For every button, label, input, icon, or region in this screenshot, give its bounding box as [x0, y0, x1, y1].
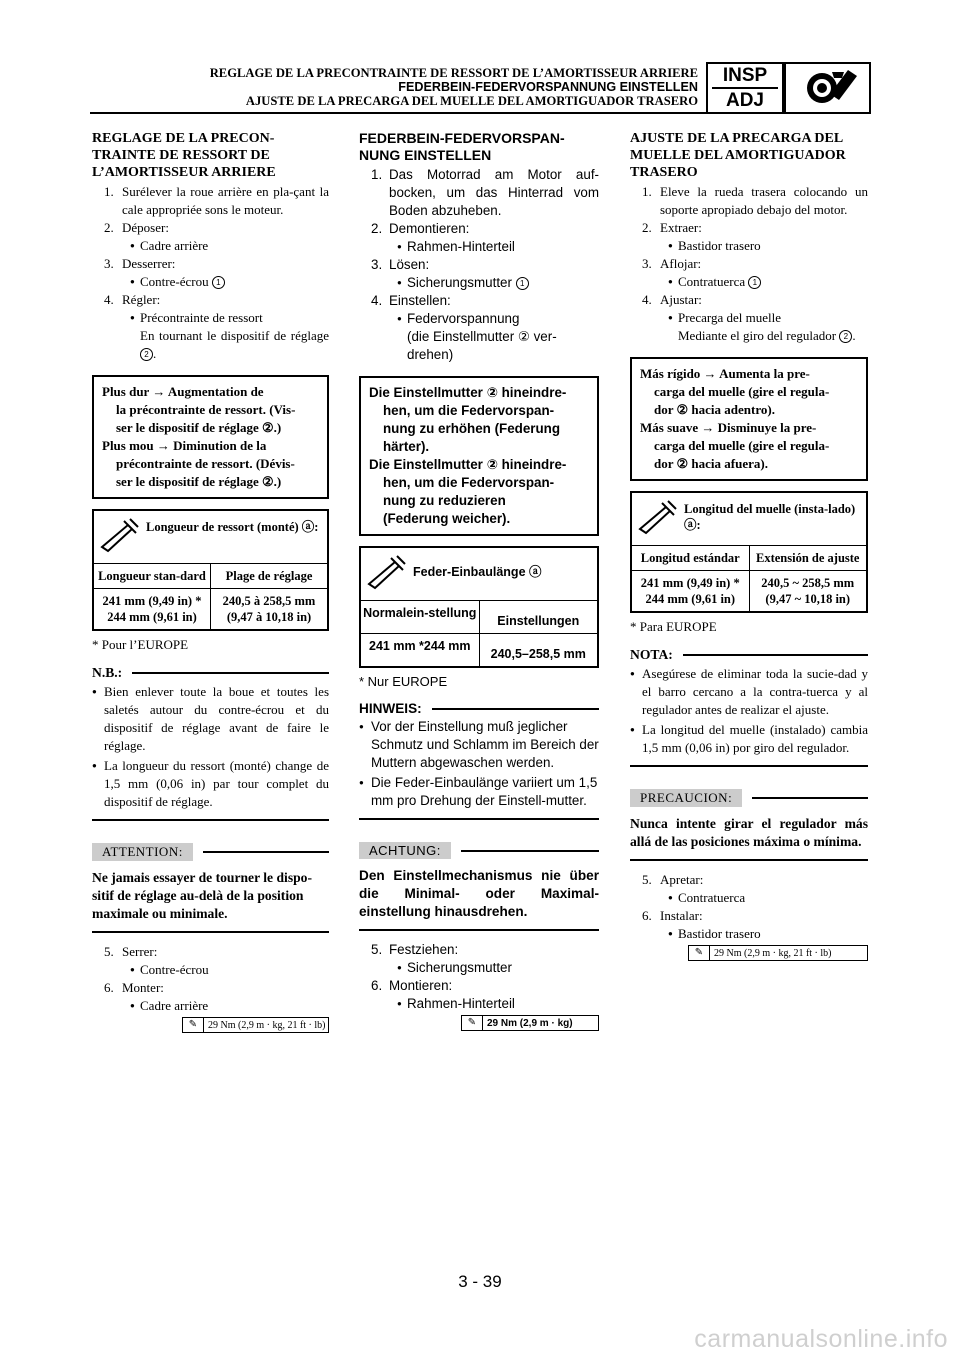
caution-text: Nunca intente girar el regulador más allá de las posiciones máxima o mínima. [630, 816, 868, 849]
step-number: 1. [371, 167, 383, 182]
box-line: Die Einstellmutter ② hineindre- [369, 457, 567, 472]
step-item [359, 274, 599, 292]
spec-header [94, 511, 327, 564]
caliper-icon [361, 548, 413, 600]
step-text: Instalar: [660, 908, 703, 923]
footnote: * Pour l’EUROPE [92, 637, 189, 652]
box-line: ser le dispositif de réglage ②.) [116, 420, 282, 435]
step-text: Serrer: [122, 944, 158, 959]
spec-value-cell: 240,5 à 258,5 mm (9,47 à 10,18 in) [210, 589, 327, 629]
step-text: Eleve la rueda trasera colocando un soporte apropiado debajo del motor. [660, 184, 868, 217]
step-number: 2. [642, 220, 652, 235]
step-5 [359, 941, 599, 959]
box-line: Die Einstellmutter ② hineindre- [369, 385, 567, 400]
step-item: ● Cadre arrière [92, 997, 329, 1015]
caution-heading [630, 789, 868, 807]
wrench-and-gauge-icon [784, 62, 871, 114]
step-text: Extraer: [660, 220, 702, 235]
box-line: nung zu erhöhen (Federung [383, 421, 561, 436]
caution-end-rule [630, 859, 868, 861]
title-line: MUELLE DEL AMORTIGUADOR [630, 148, 846, 163]
step-note: (die Einstellmutter ② ver-drehen) [407, 329, 557, 362]
step-4 [630, 291, 868, 309]
item-text: Contratuerca [678, 274, 746, 289]
step-text: Ajustar: [660, 292, 702, 307]
step-item: ● Contratuerca [630, 889, 868, 907]
torque-wrench-icon: ✎ [183, 1018, 204, 1032]
step-item: ● Précontrainte de ressort [92, 309, 329, 327]
note-end-rule [630, 765, 868, 767]
badge-insp: INSP [722, 65, 768, 86]
box-line: dor ② hacia adentro). [654, 402, 775, 417]
title-line: TRASERO [630, 165, 698, 180]
spec-value-cell: 240,5–258,5 mm [479, 634, 598, 666]
spec-row-values [361, 634, 597, 666]
caliper-icon [94, 511, 146, 563]
step-item [630, 273, 868, 291]
box-line: ser le dispositif de réglage ②.) [116, 474, 282, 489]
page-number: 3 - 39 [458, 1272, 502, 1291]
steps-list-2 [359, 941, 599, 1013]
note-rule [683, 654, 868, 656]
note-item: ● Bien enlever toute la boue et toutes les saletés autour du contre-écrou et du dispositif de réglage avant de faire le réglage. [92, 683, 329, 755]
step-number: 1. [642, 184, 652, 199]
step-number: 6. [104, 980, 114, 995]
header-rule [90, 112, 871, 114]
step-2 [92, 219, 329, 237]
section-title [92, 130, 329, 181]
step-text: Régler: [122, 292, 161, 307]
steps-list [92, 183, 329, 363]
footnote: * Nur EUROPE [359, 674, 448, 689]
box-line: carga del muelle (gire el regula- [654, 438, 830, 453]
torque-wrench-icon: ✎ [689, 946, 710, 960]
title-line: NUNG EINSTELLEN [359, 147, 492, 163]
spec-header-cell: Longitud estándar [640, 551, 740, 565]
step-text: Montieren: [389, 978, 453, 993]
step-item: ● Sicherungsmutter [359, 959, 599, 977]
box-line: carga del muelle (gire el regula- [654, 384, 830, 399]
step-text: Desserrer: [122, 256, 176, 271]
caution-rule [203, 851, 329, 853]
adjust-direction-box [92, 375, 329, 499]
callout-1: 1 [748, 276, 761, 289]
step-2 [630, 219, 868, 237]
spec-header-cell: Plage de réglage [210, 564, 327, 588]
spec-header [632, 493, 866, 546]
caution-label: ACHTUNG: [359, 842, 451, 859]
step-text: Lösen: [389, 257, 430, 272]
title-line: REGLAGE DE LA PRECON- [92, 131, 275, 146]
callout-2: 2 [839, 330, 852, 343]
note-item: ● Die Feder-Einbaulänge variiert um 1,5 mm pro Drehung der Einstell-mutter. [359, 774, 599, 810]
step-text: Einstellen: [389, 293, 451, 308]
column-french [92, 126, 329, 1033]
caution-label: ATTENTION: [92, 843, 193, 861]
step-note: En tournant le dispositif de réglage 2 . [140, 328, 329, 361]
spec-label: Longueur de ressort (monté) ⓐ: [146, 520, 319, 534]
step-item: ● Bastidor trasero [630, 237, 868, 255]
step-number: 4. [371, 293, 383, 308]
header-titles [210, 66, 698, 108]
step-3 [359, 256, 599, 274]
step-text: Festziehen: [389, 942, 459, 957]
box-line: nung zu reduzieren [383, 493, 506, 508]
step-text: Demontieren: [389, 221, 470, 236]
step-text: Déposer: [122, 220, 169, 235]
spec-row-values [632, 571, 866, 611]
step-1 [359, 166, 599, 220]
box-line: dor ② hacia afuera). [654, 456, 768, 471]
caution-heading [359, 842, 599, 859]
column-spanish [630, 126, 868, 961]
spec-header-cell: Longueur stan-dard [98, 569, 206, 583]
step-item [92, 273, 329, 291]
torque-value: 29 Nm (2,9 m · kg) [487, 1017, 573, 1029]
torque-value: 29 Nm (2,9 m · kg, 21 ft · lb) [714, 947, 832, 959]
step-number: 2. [104, 220, 114, 235]
title-line: L’AMORTISSEUR ARRIERE [92, 165, 276, 180]
box-line: hen, um die Federvorspan- [383, 475, 555, 490]
step-text: Das Motorrad am Motor auf-bocken, um das Hinterrad vom Boden abzuheben. [389, 167, 599, 218]
step-6 [359, 977, 599, 995]
caution-text: Ne jamais essayer de tourner le dispo-sitif de réglage au-delà de la position maximale ou minimale. [92, 870, 312, 921]
torque-wrench-icon: ✎ [462, 1016, 483, 1030]
header-title-es: AJUSTE DE LA PRECARGA DEL MUELLE DEL AMORTIGUADOR TRASERO [245, 94, 698, 108]
step-item: ● Bastidor trasero [630, 925, 868, 943]
step-number: 4. [104, 292, 114, 307]
note-rule [132, 672, 329, 674]
spec-header-cell: Extensión de ajuste [749, 546, 867, 570]
spec-label: Longitud del muelle (insta-lado) ⓐ: [684, 502, 856, 532]
note-item: ● Asegúrese de eliminar toda la sucie-dad y el barro cercano a la contra-tuerca y al regulador antes de realizar el ajuste. [630, 665, 868, 719]
step-note-text: Mediante el giro del regulador [678, 328, 837, 343]
spec-header-cell: Einstellungen [479, 601, 598, 633]
step-number: 6. [642, 908, 652, 923]
note-label: NOTA: [630, 647, 673, 662]
step-4 [92, 291, 329, 309]
column-german [359, 126, 599, 1031]
step-number: 1. [104, 184, 114, 199]
step-1 [92, 183, 329, 219]
spec-table [630, 491, 868, 613]
steps-list [630, 183, 868, 345]
step-note-text: En tournant le dispositif de réglage [140, 328, 329, 343]
badge-adj: ADJ [725, 90, 764, 111]
steps-list-2 [630, 871, 868, 943]
step-number: 5. [642, 872, 652, 887]
spec-row-values [94, 589, 327, 629]
header-title-fr: REGLAGE DE LA PRECONTRAINTE DE RESSORT DE L’AMORTISSEUR ARRIERE [209, 66, 698, 80]
title-line: TRAINTE DE RESSORT DE [92, 148, 270, 163]
step-item: ● Rahmen-Hinterteil [359, 995, 599, 1013]
step-text: Surélever la roue arrière en pla-çant la cale appropriée sons le moteur. [122, 184, 329, 217]
torque-spec [182, 1017, 329, 1033]
note-heading [359, 701, 599, 716]
caution-heading [92, 843, 329, 861]
caution-rule [461, 850, 599, 852]
box-line: (Federung weicher). [383, 511, 511, 526]
box-line: Plus dur → Augmentation de [102, 384, 264, 399]
item-text: Sicherungsmutter [407, 275, 512, 290]
step-3 [92, 255, 329, 273]
spec-value-cell: 241 mm (9,49 in) * 244 mm (9,61 in) [640, 576, 740, 606]
step-note: Mediante el giro del regulador 2 . [678, 328, 856, 343]
spec-header-cell: Normalein-stellung [363, 606, 477, 620]
note-label: HINWEIS: [359, 701, 422, 716]
torque-spec [688, 945, 868, 961]
step-item: ● Rahmen-Hinterteil [359, 238, 599, 256]
step-3 [630, 255, 868, 273]
step-number: 5. [371, 942, 383, 957]
steps-list [359, 166, 599, 364]
section-title [630, 130, 868, 181]
step-6 [92, 979, 329, 997]
step-item: ● Cadre arrière [92, 237, 329, 255]
step-number: 3. [104, 256, 114, 271]
callout-2: 2 [140, 348, 153, 361]
caution-end-rule [92, 931, 329, 933]
adjust-direction-box [359, 376, 599, 536]
spec-table [92, 509, 329, 631]
step-number: 5. [104, 944, 114, 959]
spec-table [359, 546, 599, 668]
note-end-rule [359, 818, 599, 820]
box-line: Más rígido → Aumenta la pre- [640, 366, 810, 381]
spec-value-cell: 241 mm *244 mm [369, 639, 471, 653]
insp-adj-badge [706, 62, 784, 114]
step-number: 3. [642, 256, 652, 271]
spec-row-headers [632, 546, 866, 571]
step-5 [92, 943, 329, 961]
spec-value-cell: 240,5 ~ 258,5 mm (9,47 ~ 10,18 in) [749, 571, 867, 611]
step-5 [630, 871, 868, 889]
step-2 [359, 220, 599, 238]
torque-spec [461, 1015, 599, 1031]
box-line: härter). [383, 439, 430, 454]
step-text: Apretar: [660, 872, 704, 887]
caution-label: PRECAUCION: [630, 789, 742, 807]
step-text: Aflojar: [660, 256, 702, 271]
caution-text: Den Einstellmechanismus nie über die Minimal- oder Maximal-einstellung hinausdrehen. [359, 868, 599, 919]
spec-header [361, 548, 597, 601]
section-title [359, 130, 599, 164]
footnote: * Para EUROPE [630, 619, 717, 634]
box-line: Más suave → Disminuye la pre- [640, 420, 817, 435]
box-line: précontrainte de ressort. (Dévis- [116, 456, 295, 471]
caliper-icon [632, 493, 684, 545]
spec-value-cell: 241 mm (9,49 in) * 244 mm (9,61 in) [102, 594, 202, 624]
step-number: 3. [371, 257, 383, 272]
caution-end-rule [359, 929, 599, 931]
box-line: hen, um die Federvorspan- [383, 403, 555, 418]
step-number: 4. [642, 292, 652, 307]
step-6 [630, 907, 868, 925]
watermark: carmanualsonline.info [694, 1325, 948, 1353]
title-line: AJUSTE DE LA PRECARGA DEL [630, 131, 844, 146]
note-heading [630, 647, 868, 663]
spec-row-headers [94, 564, 327, 589]
note-label: N.B.: [92, 665, 123, 680]
spec-label: Feder-Einbaulänge ⓐ [413, 565, 542, 579]
note-item: ● Vor der Einstellung muß jeglicher Schmutz und Schlamm im Bereich der Muttern abgewaschen werden. [359, 718, 599, 772]
adjust-direction-box [630, 357, 868, 481]
step-4 [359, 292, 599, 310]
step-text: Monter: [122, 980, 164, 995]
item-text: Contre-écrou [140, 274, 209, 289]
callout-1: 1 [212, 276, 225, 289]
step-item: ● Federvorspannung [359, 310, 599, 328]
step-1 [630, 183, 868, 219]
note-item: ● La longueur du ressort (monté) change de 1,5 mm (0,06 in) par tour complet du dispositif de réglage. [92, 757, 329, 811]
spec-row-headers [361, 601, 597, 634]
caution-rule [752, 797, 868, 799]
note-rule [432, 708, 599, 710]
callout-1: 1 [516, 277, 529, 290]
step-number: 6. [371, 978, 383, 993]
title-line: FEDERBEIN-FEDERVORSPAN- [359, 130, 565, 146]
step-item: ● Precarga del muelle [630, 309, 868, 327]
note-heading [92, 665, 329, 681]
note-end-rule [92, 819, 329, 821]
torque-value: 29 Nm (2,9 m · kg, 21 ft · lb) [208, 1019, 326, 1031]
box-line: Plus mou → Diminution de la [102, 438, 267, 453]
box-line: la précontrainte de ressort. (Vis- [116, 402, 296, 417]
step-number: 2. [371, 221, 383, 236]
note-item: ● La longitud del muelle (instalado) cambia 1,5 mm (0,06 in) por giro del regulador. [630, 721, 868, 757]
header-title-de: FEDERBEIN-FEDERVORSPANNUNG EINSTELLEN [398, 80, 698, 94]
steps-list-2 [92, 943, 329, 1015]
step-item: ● Contre-écrou [92, 961, 329, 979]
